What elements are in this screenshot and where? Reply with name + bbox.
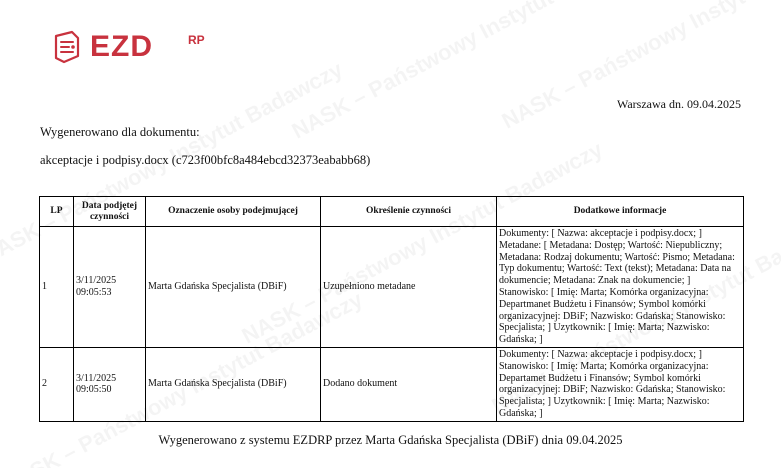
header-action: Określenie czynności [321,197,497,227]
logo-superscript: RP [188,33,205,47]
watermark-text [498,0,781,134]
table-row [40,227,744,348]
cell-lp: 1 [40,227,74,348]
watermark-text [288,0,657,144]
ezd-logo [52,27,205,67]
cell-date [74,347,146,421]
cell-lp: 2 [40,347,74,421]
activity-table [39,196,744,422]
cell-person: Marta Gdańska Specjalista (DBiF) [146,227,321,348]
cell-date-time: 09:05:50 [76,384,112,396]
generated-for-label: Wygenerowano dla dokumentu: [40,125,200,139]
header-info: Dodatkowe informacje [497,197,744,227]
cell-date [74,227,146,348]
cell-info: Dokumenty: [ Nazwa: akceptacje i podpisy.docx; ] Metadane: [ Metadana: Dostęp; Wartość: Niepubliczny; Metadana: Rodzaj dokumentu; Wartość: Pismo; Metadana: Typ dokumentu; Wartość: Text (tekst); Metadana: Data na dokumencie; Metadana: Znak na dokumencie; ] Stanowisko: [ Imię: Marta; Komórka organizacyjna: Departmanet Budżetu i Finansów; Symbol komórki organizacyjnej: DBiF; Nazwisko: Gdańska; Stanowisko: Specjalista; ] Uzytkownik: [ Imię: Marta; Nazwisko: Gdańska; ] [497,227,744,348]
footer-text: Wygenerowano z systemu EZDRP przez Marta Gdańska Specjalista (DBiF) dnia 09.04.2025 [158,433,623,447]
header-person: Oznaczenie osoby podejmującej [146,197,321,227]
cell-date-time: 09:05:53 [76,286,112,298]
table-row [40,347,744,421]
header-lp: LP [40,197,74,227]
header-date: Data podjętej czynności [74,197,146,227]
cell-date-day: 3/11/2025 [76,275,117,287]
place-date: Warszawa dn. 09.04.2025 [616,97,741,111]
cell-action: Uzupełniono metadane [321,227,497,348]
table-header-row [40,197,744,227]
cell-date-day: 3/11/2025 [76,372,117,384]
cell-person: Marta Gdańska Specjalista (DBiF) [146,347,321,421]
cell-info: Dokumenty: [ Nazwa: akceptacje i podpisy.docx; ] Stanowisko: [ Imię: Marta; Komórka organizacyjna: Departamet Budżetu i Finansów; Symbol komórki organizacyjnej: DBiF; Nazwisko: Gdańska; Stanowisko: Specjalista; ] Uzytkownik: [ Imię: Marta; Nazwisko: Gdańska; ] [497,347,744,421]
cell-action: Dodano dokument [321,347,497,421]
document-name: akceptacje i podpisy.docx (c723f00bfc8a484ebcd32373eababb68) [40,153,371,167]
logo-text: EZD [90,30,153,63]
ezd-logo-icon [52,30,82,64]
